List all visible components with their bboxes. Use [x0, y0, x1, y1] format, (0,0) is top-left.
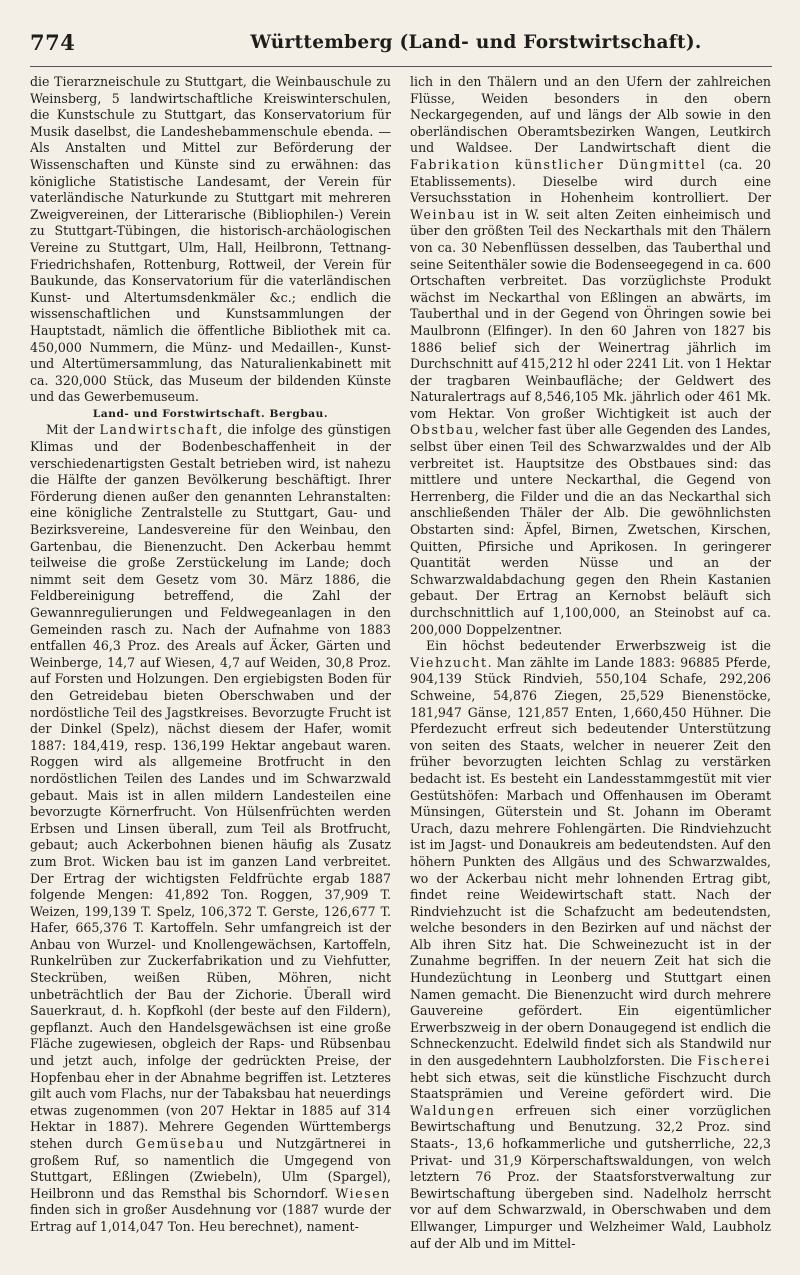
- header-rule: [30, 66, 772, 67]
- page-header: [30, 30, 772, 64]
- spaced-term: Gemüsebau: [135, 1136, 226, 1151]
- left-column: [30, 74, 391, 1264]
- paragraph-livestock: [410, 638, 771, 1252]
- paragraph-education: die Tierarzneischule zu Stuttgart, die Weinbauschule zu Weinsberg, 5 landwirtschaftliche Kreiswinterschulen, die Kunstschule zu Stuttgart, das Konservatorium für Musik daselbst, die Landeshebammenschule ebenda. — Als Anstalten und Mittel zur Beförderung der Wissenschaften und Künste sind zu erwähnen: das königliche Statistische Landesamt, der Verein für vaterländische Naturkunde zu Stuttgart mit mehreren Zweigvereinen, der Litterarische (Bibliophilen-) Verein zu Stuttgart-Tübingen, die historisch-archäologischen Vereine zu Stuttgart, Ulm, Hall, Heilbronn, Tettnang-Friedrichshafen, Rottenburg, Rottweil, der Verein für Baukunde, das Konservatorium für die vaterländischen Kunst- und Altertumsdenkmäler &c.; endlich die wissenschaftlichen und Kunstsammlungen der Hauptstadt, nämlich die öffentliche Bibliothek mit ca. 450,000 Nummern, die Münz- und Medaillen-, Kunst- und Altertümersammlung, das Naturalienkabinett mit ca. 320,000 Stück, das Museum der bildenden Künste und das Gewerbemuseum.: [30, 74, 391, 405]
- text-run: , die infolge des günstigen Klimas und der Bodenbeschaffenheit in der verschiedenartigsten Gestalt betrieben wird, ist nahezu die Hälfte der ganzen Bevölkerung beschäftigt. Ihrer Förderung dienen außer den genannten Lehranstalten: eine königliche Zentralstelle zu Stuttgart, Gau- und Bezirksvereine, Landesvereine für den Weinbau, den Gartenbau, die Bienenzucht. Den Ackerbau hemmt teilweise die große Zerstückelung im Lande; doch nimmt seit dem Gesetz vom 30. März 1886, die Feldbereinigung betreffend, die Zahl der Gewannregulierungen und Feldwegeanlagen in den Gemeinden rasch zu. Nach der Aufnahme von 1883 entfallen 46,3 Proz. des Areals auf Äcker, Gärten und Weinberge, 14,7 auf Wiesen, 4,7 auf Weiden, 30,8 Proz. auf Forsten und Holzungen. Den ergiebigsten Boden für den Getreidebau bieten Oberschwaben und der nordöstliche Teil des Jagstkreises. Bevorzugte Frucht ist der Dinkel (Spelz), nächst diesem der Hafer, womit 1887: 184,419, resp. 136,199 Hektar angebaut waren. Roggen wird als allgemeine Brotfrucht in den nordöstlichen Teilen des Landes und im Schwarzwald gebaut. Mais ist in allen mildern Landesteilen eine bevorzugte Körnerfrucht. Von Hülsenfrüchten werden Erbsen und Linsen überall, zum Teil als Brotfrucht, gebaut; auch Ackerbohnen bienen häufig als Zusatz zum Brot. Wicken bau ist im ganzen Land verbreitet. Der Ertrag der wichtigsten Feldfrüchte ergab 1887 folgende Mengen: 41,892 Ton. Roggen, 37,909 T. Weizen, 199,139 T. Spelz, 106,372 T. Gerste, 126,677 T. Hafer, 665,376 T. Kartoffeln. Sehr umfangreich ist der Anbau von Wurzel- und Knollengewächsen, Kartoffeln, Runkelrüben zur Zuckerfabrikation und zu Viehfutter, Steckrüben, weißen Rüben, Möhren, nicht unbeträchtlich der Bau der Zichorie. Überall wird Sauerkraut, d. h. Kopfkohl (der beste auf den Fildern), gepflanzt. Auch den Handelsgewächsen ist eine große Fläche zugewiesen, obgleich der Raps- und Rübsenbau und jetzt auch, infolge der gedrückten Preise, der Hopfenbau eher in der Abnahme begriffen ist. Letzteres gilt auch vom Flachs, nur der Tabaksbau hat neuerdings etwas zugenommen (von 207 Hektar in 1885 auf 314 Hektar in 1887). Mehrere Gegenden Württembergs stehen durch: [30, 422, 391, 1151]
- paragraph-viticulture: [410, 74, 771, 638]
- text-run: ist in W. seit alten Zeiten einheimisch und über den größten Teil des Neckarthals mit den Thälern von ca. 30 Nebenflüssen desselben, das Tauberthal und seine Seitenthäler sowie die Bodenseegegend in ca. 600 Ortschaften verbreitet. Das vorzüglichste Produkt wächst im Neckarthal von Eßlingen an abwärts, im Tauberthal und in der Gegend von Öhringen sowie bei Maulbronn (Elfinger). In den 60 Jahren von 1827 bis 1886 belief sich der Weinertrag jährlich im Durchschnitt auf 415,212 hl oder 2241 Lit. von 1 Hektar der tragbaren Weinbaufläche; der Geldwert des Naturalertrags auf 8,546,105 Mk. jährlich oder 461 Mk. vom Hektar. Von großer Wichtigkeit ist auch der: [410, 206, 771, 421]
- page-number: 774: [30, 30, 76, 55]
- text-run: , welcher fast über alle Gegenden des Landes, selbst über einen Teil des Schwarzwaldes und der Alb verbreitet ist. Hauptsitze des Obstbaues sind: das mittlere und untere Neckarthal, die Gegend von Herrenberg, die Filder und die an das Neckarthal sich anschließenden Thäler der Alb. Die gewöhnlichsten Obstarten sind: Äpfel, Birnen, Zwetschen, Kirschen, Quitten, Pfirsiche und Aprikosen. In geringerer Quantität werden Nüsse und an der Schwarzwaldabdachung gegen den Rhein Kastanien gebaut. Der Ertrag an Kernobst beläuft sich durchschnittlich auf 1,100,000, an Steinobst auf ca. 200,000 Doppelzentner.: [410, 422, 771, 637]
- text-run: . Man zählte im Lande 1883: 96885 Pferde, 904,139 Stück Rindvieh, 550,104 Schafe, 292,206 Schweine, 54,876 Ziegen, 25,529 Bienenstöcke, 181,947 Gänse, 121,857 Enten, 1,660,450 Hühner. Die Pferdezucht erfreut sich bedeutender Unterstützung von seiten des Staats, welcher in neuerer Zeit den früher bevorzugten leichten Schlag zu verstärken bedacht ist. Es besteht ein Landesstammgestüt mit vier Gestütshöfen: Marbach und Offenhausen im Oberamt Münsingen, Güterstein und St. Johann im Oberamt Urach, dazu mehrere Fohlengärten. Die Rindviehzucht ist im Jagst- und Donaukreis am bedeutendsten. Auf den höhern Punkten des Allgäus und des Schwarzwaldes, wo der Ackerbau nicht mehr lohnenden Ertrag gibt, findet reine Weidewirtschaft statt. Nach der Rindviehzucht ist die Schafzucht am bedeutendsten, welche besonders in den Bezirken auf und nächst der Alb ihren Sitz hat. Die Schweinezucht ist in der Zunahme begriffen. In der neuern Zeit hat sich die Hundezüchtung in Leonberg und Stuttgart einen Namen gemacht. Die Bienenzucht wird durch mehrere Gauvereine gefördert. Ein eigentümlicher Erwerbszweig in der obern Donaugegend ist endlich die Schneckenzucht. Edelwild findet sich als Standwild nur in den ausgedehntern Laubholzforsten. Die: [410, 654, 771, 1069]
- spaced-term: Waldungen: [410, 1102, 496, 1118]
- section-heading: Land- und Forstwirtschaft. Bergbau.: [92, 407, 329, 420]
- running-title: Württemberg (Land- und Forstwirtschaft).: [250, 32, 702, 53]
- right-column: [410, 74, 771, 1264]
- spaced-term: Wiesen: [335, 1185, 391, 1201]
- text-run: Ein höchst bedeutender Erwerbszweig ist die: [426, 638, 771, 654]
- text-run: finden sich in großer Ausdehnung vor (1887 wurde der Ertrag auf 1,014,047 Ton. Heu berechnet), nament-: [30, 1202, 391, 1234]
- text-run: Mit der: [46, 422, 100, 438]
- spaced-term: Obstbau: [410, 422, 475, 438]
- text-run: erfreuen sich einer vorzüglichen Bewirtschaftung und Benutzung. 32,2 Proz. sind Staats-, 13,6 hofkammerliche und gutsherrliche, 22,3 Privat- und 31,9 Körperschaftswaldungen, von welch letztern 76 Proz. der Staatsforstverwaltung zur Bewirtschaftung übergeben sind. Nadelholz herrscht vor auf dem Schwarzwald, in Oberschwaben und dem Ellwanger, Limpurger und Welzheimer Wald, Laubholz auf der Alb und im Mittel-: [410, 1102, 771, 1251]
- spaced-term: Fischerei: [697, 1053, 771, 1069]
- spaced-term: Weinbau: [410, 206, 477, 222]
- spaced-term: Landwirtschaft: [99, 422, 219, 438]
- text-run: hebt sich etwas, seit die künstliche Fischzucht durch Staatsprämien und Vereine gefördert wird. Die: [410, 1069, 771, 1102]
- spaced-term: Fabrikation künstlicher Düngmittel: [410, 156, 707, 172]
- text-run: und Nutzgärtnerei in großem Ruf, so namentlich die Umgegend von Stuttgart, Eßlingen (Zwiebeln), Ulm (Spargel), Heilbronn und das Remsthal bis Schorndorf.: [30, 1136, 391, 1201]
- text-run: (ca. 20 Etablissements). Dieselbe wird durch eine Versuchsstation in Hohenheim kontrolliert. Der: [410, 156, 771, 206]
- paragraph-agriculture: [30, 422, 391, 1235]
- text-run: lich in den Thälern und an den Ufern der zahlreichen Flüsse, Weiden besonders in den obern Neckargegenden, auf und längs der Alb sowie in den oberländischen Oberamtsbezirken Wangen, Leutkirch und Waldsee. Der Landwirtschaft dient die: [410, 74, 771, 156]
- spaced-term: Viehzucht: [410, 654, 488, 670]
